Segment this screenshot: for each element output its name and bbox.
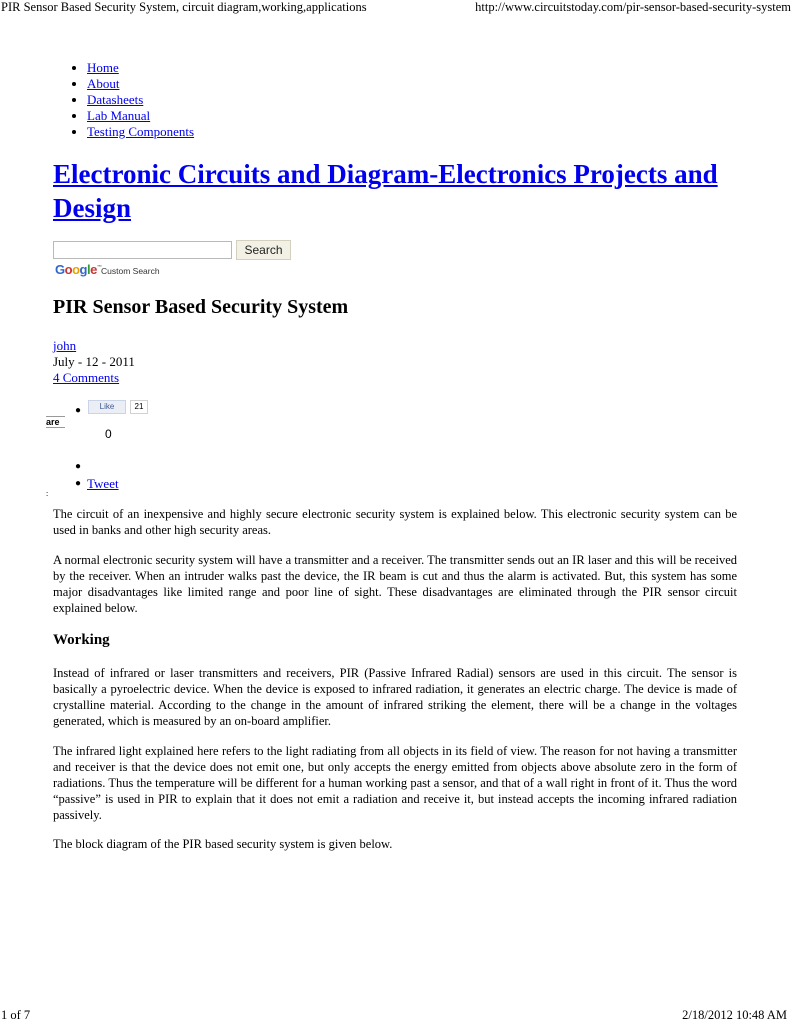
- search-input[interactable]: [53, 241, 232, 259]
- facebook-like-button[interactable]: Like: [88, 400, 126, 414]
- like-count: 21: [130, 400, 148, 414]
- nav-link-datasheets[interactable]: Datasheets: [87, 92, 144, 107]
- post-title: PIR Sensor Based Security System: [53, 296, 349, 318]
- post-meta: [53, 338, 135, 386]
- paragraph-infrared-light: The infrared light explained here refers to the light radiating from all objects in its field of view. The reason for not having a transmitter and receiver is that the device does not emit one, but only accepts the energy emitted from objects above absolute zero in the form of radiations. Thus the temperature will be different for a human working past a sensor, and that of a wall right in front of it. Thus the word “passive” is used in PIR to explain that it does not emit a radiation and receive it, but instead accepts the incoming infrared radiation passively.: [53, 744, 737, 822]
- nav-link-testing-components[interactable]: Testing Components: [87, 124, 195, 139]
- print-footer-page: 1 of 7: [1, 1008, 31, 1022]
- plus-one-count: 0: [105, 427, 112, 441]
- paragraph-intro: The circuit of an inexpensive and highly secure electronic security system is explained below. This electronic security system can be used in banks and other high security areas.: [53, 507, 737, 537]
- nav-item-datasheets: [87, 92, 194, 108]
- site-title: [53, 157, 743, 225]
- paragraph-pir-sensor: Instead of infrared or laser transmitters and receivers, PIR (Passive Infrared Radial) sensors are used in this circuit. The sensor is basically a pyroelectric device. When the device is exposed to infrared radiation, it generates an electric charge. The device is made of crystalline material. According to the change in the amount of infrared striking the element, there will be a change in the voltages generated, which is measured by an on-board amplifier.: [53, 666, 737, 728]
- nav-item-home: [87, 60, 194, 76]
- nav-link-home[interactable]: Home: [87, 60, 119, 75]
- google-logo: Google™: [55, 262, 102, 277]
- print-header-url: http://www.circuitstoday.com/pir-sensor-based-security-system: [475, 0, 791, 14]
- share-button-stub[interactable]: are: [46, 416, 65, 428]
- print-footer-date: 2/18/2012 10:48 AM: [682, 1008, 787, 1022]
- print-header-title: PIR Sensor Based Security System, circuit diagram,working,applications: [1, 0, 367, 14]
- site-title-link[interactable]: Electronic Circuits and Diagram-Electronics Projects and Design: [53, 159, 718, 223]
- paragraph-normal-system: A normal electronic security system will have a transmitter and a receiver. The transmitter sends out an IR laser and this will be received by the receiver. When an intruder walks past the device, the IR beam is cut and thus the alarm is activated. But, this system has some major disadvantages like limited range and poor line of sight. These disadvantages are eliminated through the PIR sensor circuit explained below.: [53, 553, 737, 615]
- side-mark: :: [46, 489, 49, 498]
- bullet-marker: ●: [75, 461, 82, 472]
- tweet-button: [87, 476, 119, 492]
- bullet-marker: ●: [75, 478, 82, 489]
- tweet-link[interactable]: Tweet: [87, 476, 119, 491]
- nav-item-testing-components: [87, 124, 194, 140]
- nav-item-about: [87, 76, 194, 92]
- heading-working: Working: [53, 632, 110, 648]
- top-nav: [72, 60, 194, 140]
- search-button[interactable]: Search: [236, 240, 291, 260]
- nav-link-lab-manual[interactable]: Lab Manual: [87, 108, 151, 123]
- post-date: July - 12 - 2011: [53, 354, 135, 369]
- comments-link[interactable]: 4 Comments: [53, 370, 120, 385]
- paragraph-block-diagram: The block diagram of the PIR based security system is given below.: [53, 837, 393, 851]
- bullet-marker: ●: [75, 405, 82, 416]
- custom-search-label: Custom Search: [101, 266, 160, 276]
- author-link[interactable]: john: [53, 338, 77, 353]
- nav-item-lab-manual: [87, 108, 194, 124]
- nav-link-about[interactable]: About: [87, 76, 120, 91]
